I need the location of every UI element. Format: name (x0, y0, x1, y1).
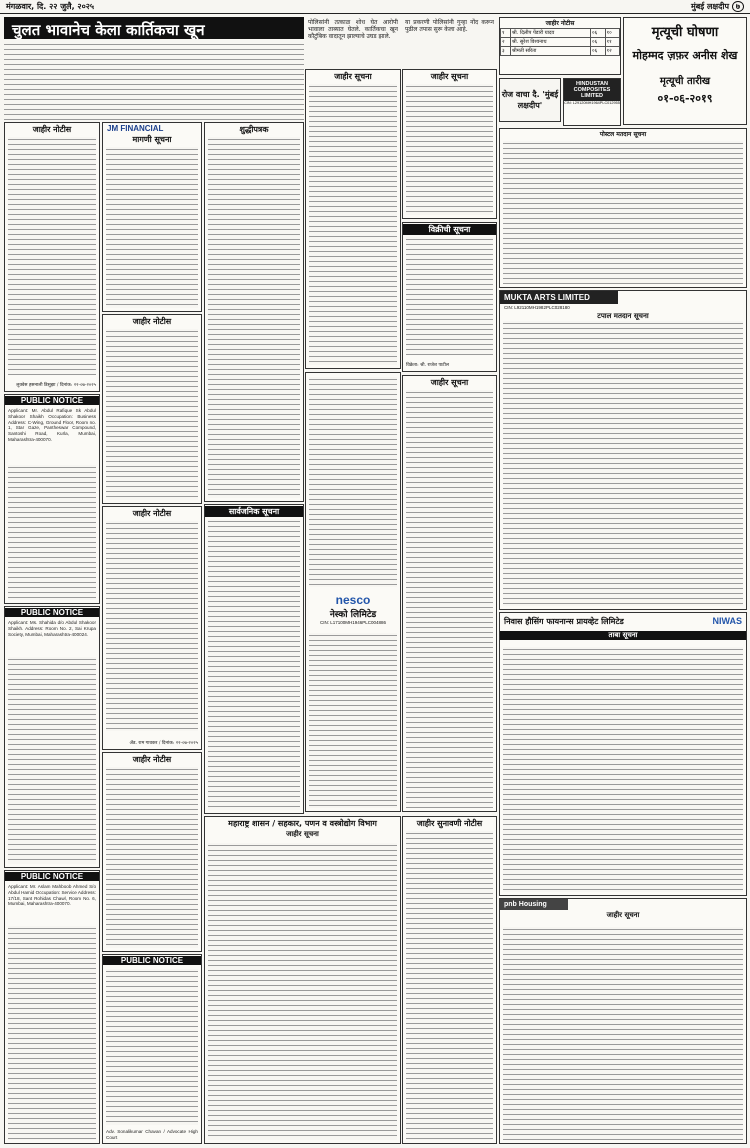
table-row (501, 29, 620, 38)
table-cell: श्री. दिलीप पेंडारी यादव (510, 29, 590, 38)
table-cell: २ (501, 38, 511, 47)
public-notice-4: PUBLIC NOTICE Adv. Sonalikumar Chavan / Advocate High Court (102, 954, 202, 1144)
page-number: ७ (732, 1, 744, 12)
col4-intro: या प्रकरणी पोलिसांनी गुन्हा नोंद करून पुढील तपास सुरू केला आहे. (405, 19, 494, 33)
jm-logo: JM FINANCIAL (107, 124, 164, 133)
public-notice-1: PUBLIC NOTICE Applicant: Mr. Abdul Rafique Sk Abdul Shakoor Shaikh Occupation: Business Address: C-Wing, Ground Floor, Room no. 1, Star Gaze, Pantheswar Compound, Santoshi Road, Kurla, Mumbai, Maharashtra-400070. (4, 394, 100, 604)
issue-date: मंगळवार, दि. २२ जुलै, २०२५ (6, 2, 95, 11)
notice-col4-2: जाहीर सूचना (402, 375, 497, 812)
vikri-notice: विक्रीची सूचना विक्रेता: श्री. राजेश पाटील (402, 222, 497, 372)
purshi-notice: शुद्धीपत्रक (204, 122, 304, 502)
nesco-logo: nesco नेस्को लिमिटेड CIN: L17100MH1946PLC004886 (319, 593, 387, 625)
table-row (501, 38, 620, 47)
main-headline: चुलत भावानेच केला कार्तिकचा खून (4, 17, 304, 39)
board-notice: महाराष्ट्र शासन / सहकार, पणन व वस्त्रोद्योग विभाग जाहीर सूचना (204, 816, 401, 1144)
daily-promo: रोज वाचा दै. 'मुंबई लक्षदीप' (499, 78, 561, 122)
table-cell: १ (501, 29, 511, 38)
table-cell: ३ (501, 47, 511, 56)
public-notice-col3: सार्वजनिक सूचना (204, 504, 304, 814)
col3-intro: पोलिसांनी तत्काळ शोध घेत आरोपी भावाला ताब्यात घेतले. कार्तिकचा खून कौटुंबिक वादातून झाल्याचे उघड झाले. (308, 19, 398, 40)
table-cell: ०६ (591, 29, 605, 38)
notice-4: जाहीर नोटीस (102, 752, 202, 952)
public-notice-2: PUBLIC NOTICE Applicant: Ms. Shahida d/o Abdul Shakoor Shaikh. Address: Room No. 2, Sai Krupa Society, Mumbai, Maharashtra-400024. (4, 606, 100, 868)
table-cell: ०६ (591, 38, 605, 47)
notice-1: जाहीर नोटीस लुक्वेस हसनाली डिसुझा / दिनांक: २२-०७-२०२५ (4, 122, 100, 392)
obituary: मृत्यूची घोषणा मोहम्मद ज़फ़र अनीस शेख मृत्यूची तारीख ०१-०६-२०१९ (623, 17, 747, 125)
public-notice-3: PUBLIC NOTICE Applicant: Mr. Aslam Mahboob Ahmed S/o Abdul Hamid Occupation: Service Address: 17/18, Sant Rohidas Chawl, Room No. 6, Mumbai, Maharashtra-400070. (4, 870, 100, 1144)
table-cell: १२ (605, 47, 620, 56)
shasan-notice: जाहीर सुनावणी नोटीस (402, 816, 497, 1144)
mukta-logo: MUKTA ARTS LIMITED (500, 291, 618, 304)
hindustan-postal-notice: पोस्टल मतदान सूचना (499, 128, 747, 288)
hindustan-logo: HINDUSTAN COMPOSITES LIMITED (564, 79, 620, 101)
table-cell: श्री. सुरेश विश्वनाथ (510, 38, 590, 47)
pnb-housing-notice: pnb Housing जाहीर सूचना (499, 898, 747, 1144)
niwas-notice: निवास हौसिंग फायनान्स प्रायव्हेट लिमिटेड NIWAS ताबा सूचना (499, 612, 747, 896)
notice-3: जाहीर नोटीस ॲड. राम गावकर / दिनांक: २२-०७-२०२५ (102, 506, 202, 750)
table-cell: १० (605, 29, 620, 38)
notice-2: जाहीर नोटीस (102, 314, 202, 504)
top-bar (0, 0, 750, 14)
table-cell: ११ (605, 38, 620, 47)
pnb-logo: pnb Housing (500, 899, 568, 910)
jaahir-suchana-col4: जाहीर सूचना (402, 69, 497, 219)
notice-col3-1: जाहीर सूचना (305, 69, 401, 369)
niwas-title: निवास हौसिंग फायनान्स प्रायव्हेट लिमिटेड (504, 617, 624, 626)
table-cell: ०६ (591, 47, 605, 56)
mukta-arts-notice: MUKTA ARTS LIMITED CIN: L92110MH1982PLC028180 टपाल मतदान सूचना (499, 290, 747, 610)
nesco-notice (305, 372, 401, 812)
hindustan-composites-ad: HINDUSTAN COMPOSITES LIMITED CIN: L29120MH1964PLC012955 (563, 78, 621, 126)
lot-table (500, 28, 620, 56)
table-cell: श्रीमती सरिता (510, 47, 590, 56)
table-row (501, 47, 620, 56)
table-notice: जाहीर नोटीस १ श्री. दिलीप पेंडारी यादव ०६ १० २ श्री. सुरेश विश्वनाथ ०६ ११ ३ श्रीमती सरिता ०६ १२ (499, 17, 621, 75)
niwas-logo: NIWAS (712, 616, 742, 626)
paper-title: मुंबई लक्षदीप ७ (691, 1, 744, 12)
story-col3 (204, 42, 304, 120)
jm-financial-notice: JM FINANCIAL मागणी सूचना (102, 122, 202, 312)
